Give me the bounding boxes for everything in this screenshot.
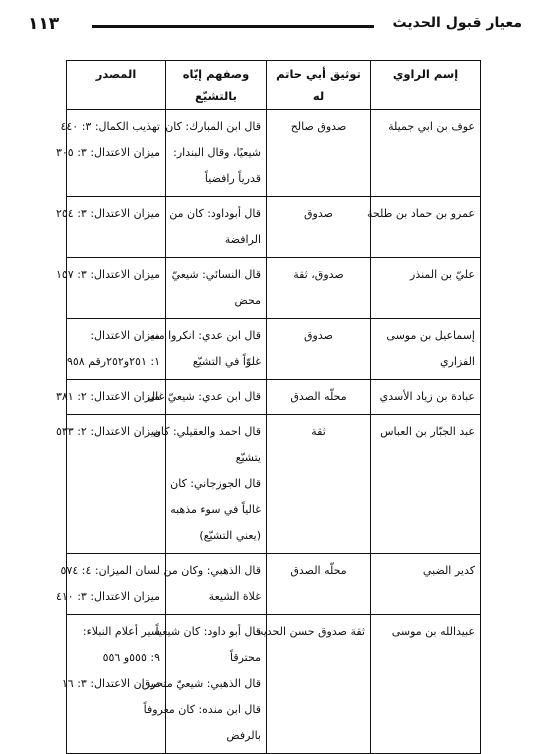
source-cell (67, 319, 166, 380)
cell-line: الرافضة (224, 233, 261, 246)
narrator-cell (371, 415, 481, 554)
abu-hatim-grading-cell (267, 319, 371, 380)
header-rule (92, 25, 374, 28)
table-row (67, 110, 481, 197)
shiism-description-cell (163, 554, 267, 615)
cell-line: صدوق صالح (290, 120, 347, 133)
abu-hatim-grading-cell (252, 615, 371, 754)
cell-line: قال أبو داود: كان شيعياً (155, 625, 261, 638)
cell-line: شيعيًا، وقال البندار: (173, 146, 261, 159)
cell-line: قال الذهبي: وكان من (163, 564, 261, 577)
cell-line: محض (234, 294, 261, 307)
cell-line: ميزان الاعتدال: ٣: ١٦ (61, 677, 160, 690)
cell-line: قال الذهبي: شيعيّ متحرق (141, 677, 261, 690)
cell-line: ثقة (311, 425, 326, 438)
cell-line: سير أعلام النبلاء: (82, 625, 160, 638)
column-header-narrator: إسم الراوي (371, 61, 481, 110)
narrators-table (55, 60, 481, 754)
shiism-description-cell (166, 258, 267, 319)
cell-line: ميزان الاعتدال: ٣: ٢٥٤ (55, 207, 160, 220)
abu-hatim-grading-cell (267, 110, 371, 197)
table-row (67, 615, 481, 754)
cell-line: ثقة صدوق حسن الحديث (252, 625, 365, 638)
cell-line: صدوق، ثقة (293, 268, 344, 281)
source-cell (55, 197, 166, 258)
table-row (67, 380, 481, 415)
book-title: معيار قبول الحديث (392, 15, 522, 31)
cell-line: محلّه الصدق (290, 564, 347, 577)
cell-line: محترقاً (230, 651, 261, 664)
cell-line: ميزان الاعتدال: ٣: ١٥٧ (55, 268, 160, 281)
table-row (67, 319, 481, 380)
table-row (67, 415, 481, 554)
page-header (28, 12, 522, 42)
column-header-shiism-description: وصفهم إيّاه بالتشيّع (166, 61, 267, 110)
abu-hatim-grading-cell (267, 258, 371, 319)
cell-line: عمرو بن حماد بن طلحة (367, 207, 475, 220)
cell-line: غلوّاً في التشيّع (192, 355, 261, 368)
cell-line: تهذيب الكمال: ٣: ٤٤٠ (60, 120, 160, 133)
narrator-cell (371, 380, 481, 415)
page-number: ١١٣ (28, 14, 60, 34)
narrator-cell (371, 615, 481, 754)
cell-line: قال ابن منده: كان معروفاً (143, 703, 261, 716)
abu-hatim-grading-cell (267, 554, 371, 615)
cell-line: ٩: ٥٥٥و ٥٥٦ (102, 651, 160, 664)
cell-line: ميزان الاعتدال: ٢: ٣٨١ (55, 390, 160, 403)
abu-hatim-grading-cell (267, 197, 371, 258)
cell-line: ميزان الاعتدال: (90, 329, 160, 342)
cell-line: عبد الجبّار بن العباس (380, 425, 475, 438)
cell-line: عبادة بن زياد الأسدي (379, 390, 475, 403)
source-cell (55, 415, 166, 554)
column-header-abu-hatim-grading: توثيق أبي حاتم له (267, 61, 371, 110)
cell-line: قال احمد والعقيلي: كان (152, 425, 261, 438)
table-body (55, 110, 481, 754)
narrator-cell (371, 319, 481, 380)
cell-line: قال أبوداود: كان من (169, 207, 261, 220)
narrator-cell (371, 110, 481, 197)
source-cell (55, 554, 166, 615)
narrator-cell (367, 197, 481, 258)
cell-line: عليّ بن المنذر (410, 268, 475, 281)
table-row (67, 258, 481, 319)
cell-line: ميزان الاعتدال: ٣: ٤١٠ (55, 590, 160, 603)
cell-line: يتشيّع (235, 451, 261, 464)
cell-line: صدوق (304, 207, 333, 220)
cell-line: صدوق (304, 329, 333, 342)
cell-line: ١: ٢٥١و٢٥٢رقم ٩٥٨ (66, 355, 160, 368)
cell-line: الفزاري (439, 355, 475, 368)
cell-line: محلّه الصدق (290, 390, 347, 403)
cell-line: (يعني التشيّع) (199, 529, 261, 542)
cell-line: ميزان الاعتدال: ٢: ٥٣٣ (55, 425, 160, 438)
cell-line: عبيدالله بن موسى (391, 625, 475, 638)
cell-line: كدير الضبي (422, 564, 475, 577)
source-cell (55, 258, 166, 319)
cell-line: غلاة الشيعة (208, 590, 261, 603)
narrator-cell (371, 554, 481, 615)
shiism-description-cell (149, 319, 267, 380)
shiism-description-cell (141, 615, 267, 754)
source-cell (61, 615, 166, 754)
cell-line: لسان الميزان: ٤: ٥٧٤ (60, 564, 160, 577)
cell-line: قال ابن عدي: انكروا منه (149, 329, 261, 342)
source-cell (55, 110, 166, 197)
abu-hatim-grading-cell (267, 380, 371, 415)
cell-line: بالرفض (226, 729, 261, 742)
abu-hatim-grading-cell (267, 415, 371, 554)
cell-line: قال ابن عدي: شيعيّ غال (147, 390, 261, 403)
cell-line: قال النسائي: شيعيّ (171, 268, 261, 281)
table-row (67, 197, 481, 258)
cell-line: إسماعيل بن موسى (386, 329, 475, 342)
cell-line: قدرياً رافضياً (204, 172, 261, 185)
cell-line: قال ابن المبارك: كان (165, 120, 261, 133)
column-header-source: المصدر (67, 61, 166, 110)
shiism-description-cell (147, 380, 267, 415)
table-row (67, 554, 481, 615)
table-header-row (67, 61, 481, 110)
shiism-description-cell (166, 110, 267, 197)
cell-line: غالياً في سوء مذهبه (170, 503, 261, 516)
cell-line: قال الجوزجاني: كان (170, 477, 261, 490)
shiism-description-cell (152, 415, 267, 554)
cell-line: ميزان الاعتدال: ٣: ٣٠٥ (55, 146, 160, 159)
narrator-cell (371, 258, 481, 319)
cell-line: عوف بن ابي جميلة (388, 120, 475, 133)
shiism-description-cell (166, 197, 267, 258)
